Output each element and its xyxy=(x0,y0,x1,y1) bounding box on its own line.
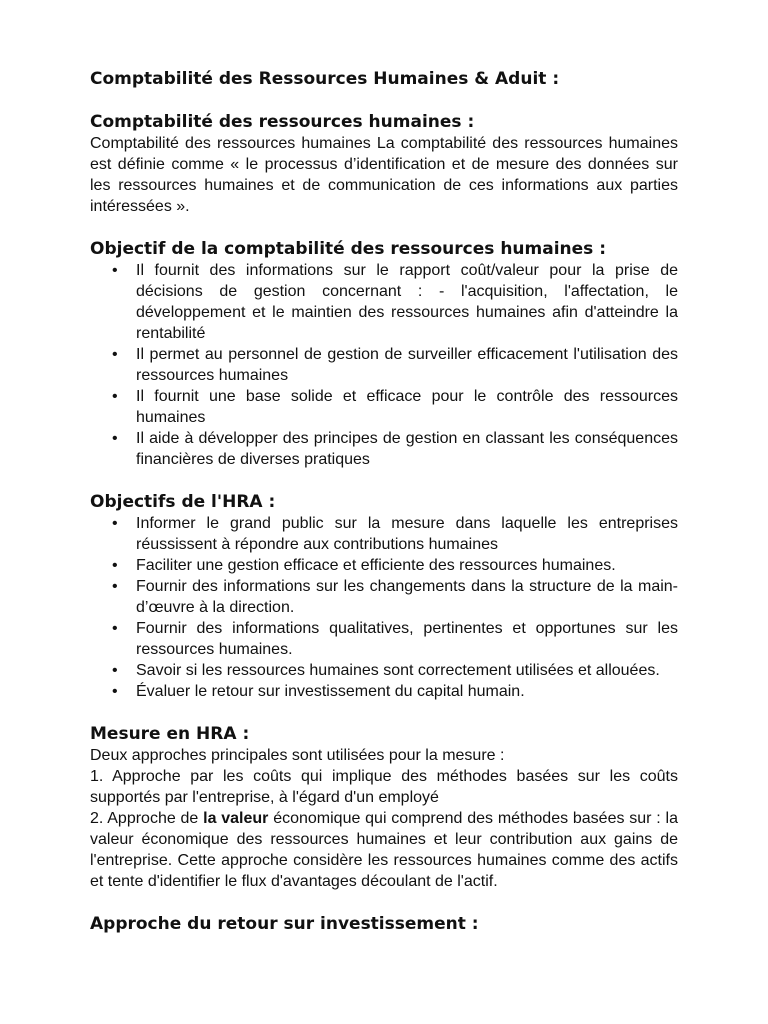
list-item: • Il fournit des informations sur le rapport coût/valeur pour la prise de décisions de gestion concernant : - l'acquisition, l'affectation, le développement et le maintien des ressources humaines afin d'atteindre la rentabilité xyxy=(112,262,678,342)
measure-approach-cost: 1. Approche par les coûts qui implique des méthodes basées sur les coûts supportés par l'entreprise, à l'égard d'un employé xyxy=(90,768,678,806)
bullet-icon: • xyxy=(112,430,118,447)
bullet-icon: • xyxy=(112,662,118,679)
section-paragraph-hrc: Comptabilité des ressources humaines La comptabilité des ressources humaines est définie comme « le processus d’identification et de mesure des données sur les ressources humaines et de communication de ces informations aux parties intéressées ». xyxy=(90,135,678,215)
section-heading-hra-objectives: Objectifs de l'HRA : xyxy=(90,492,276,512)
section-heading-hrc: Comptabilité des ressources humaines : xyxy=(90,112,475,132)
bullet-icon: • xyxy=(112,683,118,700)
list-item: • Fournir des informations qualitatives, pertinentes et opportunes sur les ressources humaines. xyxy=(112,620,678,658)
document-page xyxy=(90,68,678,935)
bullet-icon: • xyxy=(112,557,118,574)
bullet-icon: • xyxy=(112,578,118,595)
bullet-icon: • xyxy=(112,346,118,363)
section-heading-objective: Objectif de la comptabilité des ressources humaines : xyxy=(90,239,607,259)
measure-intro-line: Deux approches principales sont utilisées pour la mesure : xyxy=(90,747,505,764)
list-item: • Il fournit une base solide et efficace pour le contrôle des ressources humaines xyxy=(112,388,678,426)
bullet-icon: • xyxy=(112,388,118,405)
section-heading-roi: Approche du retour sur investissement : xyxy=(90,914,479,934)
list-item: • Il permet au personnel de gestion de surveiller efficacement l'utilisation des ressources humaines xyxy=(112,346,678,384)
hra-objectives-bullet-list xyxy=(90,513,678,702)
list-item: • Savoir si les ressources humaines sont correctement utilisées et allouées. xyxy=(112,662,660,679)
bullet-icon: • xyxy=(112,620,118,637)
list-item: • Il aide à développer des principes de gestion en classant les conséquences financières de diverses pratiques xyxy=(112,430,678,468)
objective-bullet-list xyxy=(90,260,678,470)
section-heading-measure: Mesure en HRA : xyxy=(90,724,250,744)
list-item: • Fournir des informations sur les changements dans la structure de la main-d’œuvre à la direction. xyxy=(112,578,678,616)
list-item: • Faciliter une gestion efficace et efficiente des ressources humaines. xyxy=(112,557,616,574)
list-item: • Informer le grand public sur la mesure dans laquelle les entreprises réussissent à répondre aux contributions humaines xyxy=(112,515,678,553)
list-item: • Évaluer le retour sur investissement du capital humain. xyxy=(112,683,525,700)
measure-approach-value: 2. Approche de la valeur économique qui comprend des méthodes basées sur : la valeur économique des ressources humaines et leur contribution aux gains de l'entreprise. Cette approche considère les ressources humaines comme des actifs et tente d'identifier le flux d'avantages découlant de l'actif. xyxy=(90,810,678,890)
bold-phrase: la valeur xyxy=(203,810,269,827)
bullet-icon: • xyxy=(112,262,118,279)
document-title: Comptabilité des Ressources Humaines & Aduit : xyxy=(90,69,560,89)
bullet-icon: • xyxy=(112,515,118,532)
